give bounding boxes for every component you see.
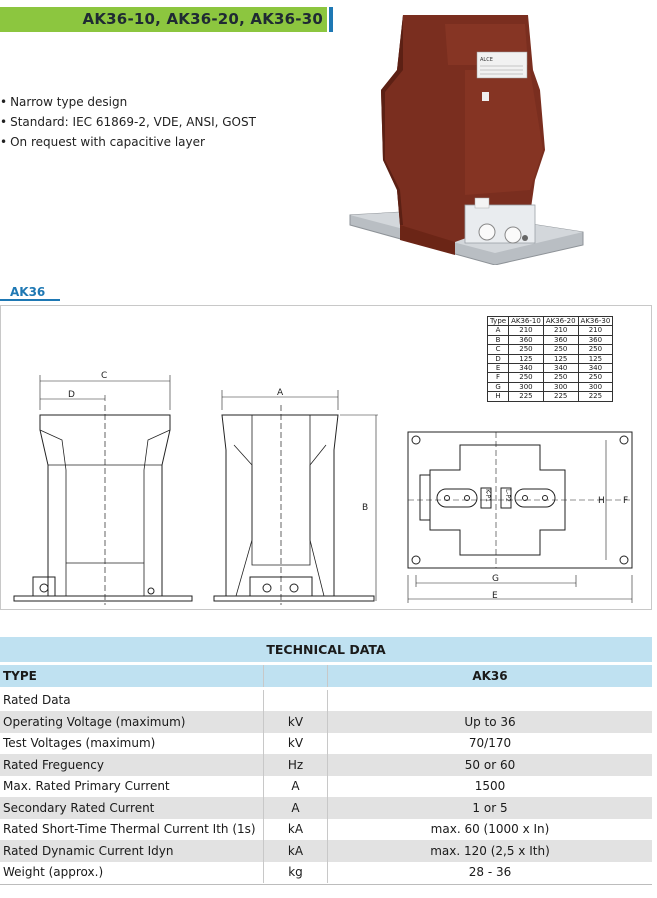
dimension-cell: 250 [578,345,613,354]
dimension-cell: 250 [509,345,544,354]
dimension-cell: 225 [578,392,613,401]
dimension-cell: 250 [543,345,578,354]
dimension-cell: G [488,382,509,391]
param-cell: Rated Freguency [0,754,264,776]
section-underline [0,299,60,301]
table-row [0,819,652,841]
dimension-cell: 360 [543,335,578,344]
front-base-plate [14,596,192,601]
unit-cell: kg [264,862,328,884]
dimension-cell: 250 [578,373,613,382]
type-value: AK36 [328,665,653,687]
dimension-header-cell: AK36-10 [509,317,544,326]
table-row [0,797,652,819]
table-row [0,862,652,884]
feature-list [0,92,256,152]
dimension-cell: B [488,335,509,344]
dimension-cell: 210 [543,326,578,335]
type-unit-cell [264,665,328,687]
page-title: AK36-10, AK36-20, AK36-30 [82,10,323,28]
unit-cell: kV [264,711,328,733]
value-cell: 1500 [328,776,653,798]
table-row [0,690,652,712]
dimension-row [488,345,613,354]
unit-cell: kV [264,733,328,755]
dimension-row [488,335,613,344]
section-label: AK36 [10,285,46,299]
dimension-cell: 225 [509,392,544,401]
dimension-row [488,382,613,391]
dimension-cell: 360 [509,335,544,344]
feature-item: • Standard: IEC 61869-2, VDE, ANSI, GOST [0,112,256,132]
photo-label-brand: ALCE [480,57,493,63]
dim-label-c: C [101,371,108,381]
dimension-cell: 300 [543,382,578,391]
dim-label-b: B [362,503,369,513]
dimension-cell: 125 [509,354,544,363]
technical-data-table [0,637,652,883]
dimension-cell: 250 [543,373,578,382]
dimension-cell: 250 [509,373,544,382]
dimension-row [488,392,613,401]
table-row [0,776,652,798]
unit-cell: kA [264,840,328,862]
dim-label-g: G [492,574,499,584]
dimension-row [488,373,613,382]
dimension-cell: 340 [509,364,544,373]
dim-label-a: A [277,388,284,398]
dimension-cell: F [488,373,509,382]
dimension-cell: 340 [543,364,578,373]
dimension-cell: 210 [509,326,544,335]
feature-item: • On request with capacitive layer [0,132,256,152]
dimension-cell: H [488,392,509,401]
value-cell: 1 or 5 [328,797,653,819]
dimension-cell: 360 [578,335,613,344]
table-row [0,840,652,862]
product-photo [345,10,585,265]
dimension-cell: C [488,345,509,354]
param-cell: Secondary Rated Current [0,797,264,819]
unit-cell: A [264,776,328,798]
value-cell: 70/170 [328,733,653,755]
param-cell: Weight (approx.) [0,862,264,884]
value-cell: Up to 36 [328,711,653,733]
bottom-rule [0,884,652,885]
technical-title: TECHNICAL DATA [0,637,652,662]
param-cell: Rated Dynamic Current Idyn [0,840,264,862]
dimension-header-cell: AK36-30 [578,317,613,326]
table-row [0,711,652,733]
unit-cell: Hz [264,754,328,776]
dim-label-f: F [623,496,629,506]
dimension-cell: 340 [578,364,613,373]
param-cell: Rated Data [0,690,264,712]
dimension-cell: D [488,354,509,363]
dimension-cell: 300 [578,382,613,391]
dimension-row [488,326,613,335]
dimension-table [487,316,613,402]
value-cell [328,690,653,712]
title-accent [329,7,333,32]
dimension-cell: 225 [543,392,578,401]
unit-cell: kA [264,819,328,841]
dim-label-d: D [68,390,75,400]
technical-type-row [0,665,652,687]
param-cell: Test Voltages (maximum) [0,733,264,755]
dimension-cell: 210 [578,326,613,335]
dim-label-e: E [492,591,498,601]
dimension-cell: A [488,326,509,335]
type-label: TYPE [0,665,264,687]
side-base-plate [214,596,374,601]
dimension-row [488,364,613,373]
title-bar [0,7,327,32]
dimension-row [488,354,613,363]
dimension-cell: E [488,364,509,373]
unit-cell [264,690,328,712]
table-row [0,754,652,776]
terminal-label-k: K-P1 [484,489,491,502]
dimension-header-cell: Type [488,317,509,326]
table-row [0,733,652,755]
param-cell: Rated Short-Time Thermal Current Ith (1s) [0,819,264,841]
value-cell: 50 or 60 [328,754,653,776]
feature-item: • Narrow type design [0,92,256,112]
value-cell: max. 60 (1000 x In) [328,819,653,841]
side-body-outline [222,415,338,596]
dim-label-h: H [598,496,605,506]
value-cell: 28 - 36 [328,862,653,884]
dimension-cell: 125 [543,354,578,363]
param-cell: Operating Voltage (maximum) [0,711,264,733]
technical-title-row [0,637,652,662]
dimension-cell: 125 [578,354,613,363]
terminal-label-l: L-P2 [504,489,511,502]
dimension-cell: 300 [509,382,544,391]
unit-cell: A [264,797,328,819]
param-cell: Max. Rated Primary Current [0,776,264,798]
dimension-header-row [488,317,613,326]
dimension-header-cell: AK36-20 [543,317,578,326]
value-cell: max. 120 (2,5 x Ith) [328,840,653,862]
